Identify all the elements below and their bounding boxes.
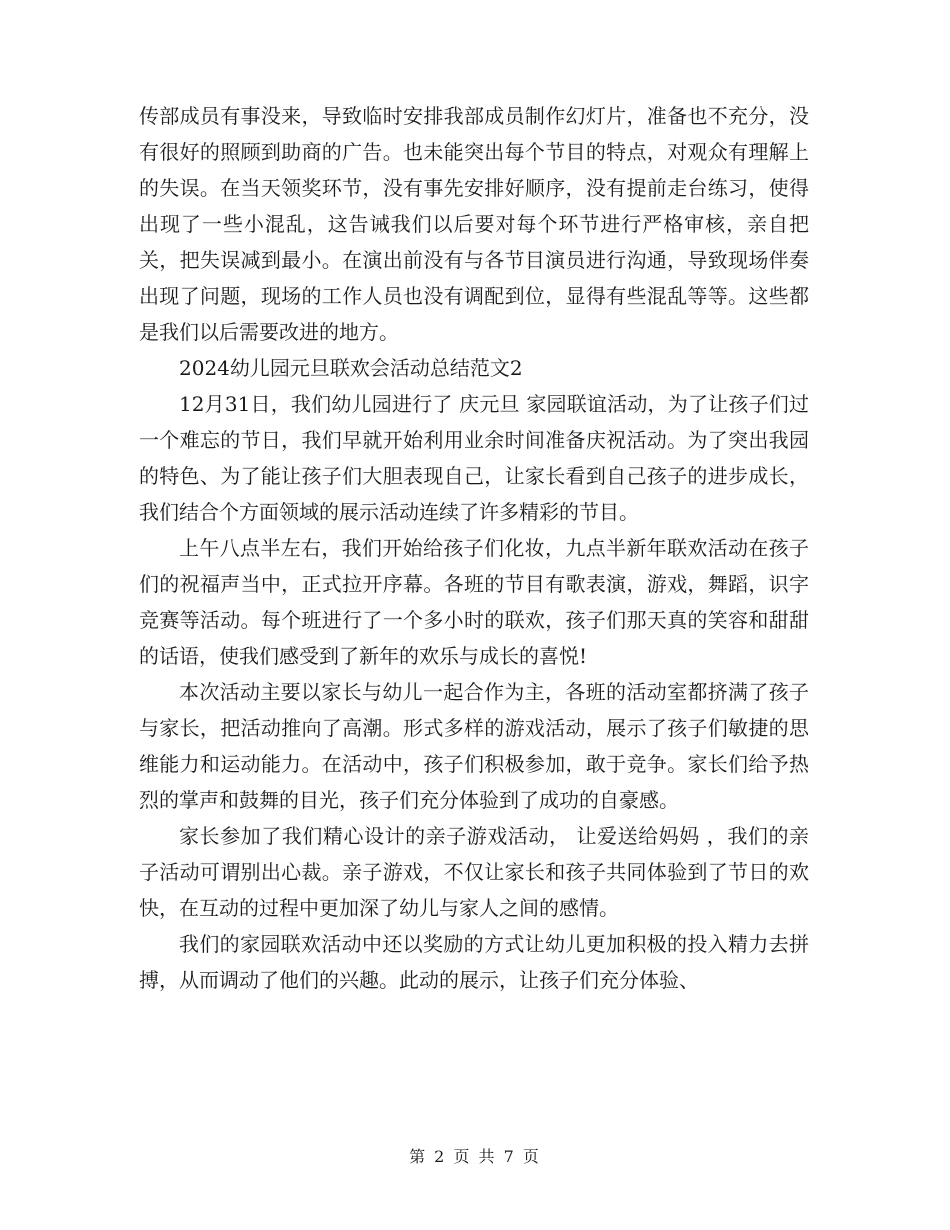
paragraph-continued: 传部成员有事没来，导致临时安排我部成员制作幻灯片，准备也不充分，没有很好的照顾到助商的广告。也未能突出每个节目的特点，对观众有理解上的失误。在当天领奖环节，没有事先安排好顺序，没有提前走台练习，使得出现了一些小混乱，这告诫我们以后要对每个环节进行严格审核，亲自把关，把失误减到最小。在演出前没有与各节目演员进行沟通，导致现场伴奏出现了问题，现场的工作人员也没有调配到位，显得有些混乱等等。这些都是我们以后需要改进的地方。	[139, 104, 809, 344]
paragraph: 我们的家园联欢活动中还以奖励的方式让幼儿更加积极的投入精力去拼搏，从而调动了他们的兴趣。此动的展示，让孩子们充分体验、	[139, 932, 809, 992]
section-heading: 2024幼儿园元旦联欢会活动总结范文2	[179, 356, 523, 380]
paragraph: 上午八点半左右，我们开始给孩子们化妆，九点半新年联欢活动在孩子们的祝福声当中，正式拉开序幕。各班的节目有歌表演，游戏，舞蹈，识字竞赛等活动。每个班进行了一个多小时的联欢，孩子们那天真的笑容和甜甜的话语，使我们感受到了新年的欢乐与成长的喜悦!	[139, 536, 809, 668]
paragraph: 12月31日，我们幼儿园进行了 庆元旦 家园联谊活动，为了让孩子们过一个难忘的节日，我们早就开始利用业余时间准备庆祝活动。为了突出我园的特色、为了能让孩子们大胆表现自己，让家长看到自己孩子的进步成长，我们结合个方面领域的展示活动连续了许多精彩的节目。	[139, 392, 809, 524]
document-body	[139, 98, 809, 998]
page-number-footer: 第 2 页 共 7 页	[409, 1147, 541, 1166]
paragraph: 本次活动主要以家长与幼儿一起合作为主，各班的活动室都挤满了孩子与家长，把活动推向了高潮。形式多样的游戏活动，展示了孩子们敏捷的思维能力和运动能力。在活动中，孩子们积极参加，敢于竞争。家长们给予热烈的掌声和鼓舞的目光，孩子们充分体验到了成功的自豪感。	[139, 680, 809, 812]
paragraph: 家长参加了我们精心设计的亲子游戏活动， 让爱送给妈妈 ，我们的亲子活动可谓别出心裁。亲子游戏，不仅让家长和孩子共同体验到了节日的欢快，在互动的过程中更加深了幼儿与家人之间的感情。	[139, 824, 809, 920]
